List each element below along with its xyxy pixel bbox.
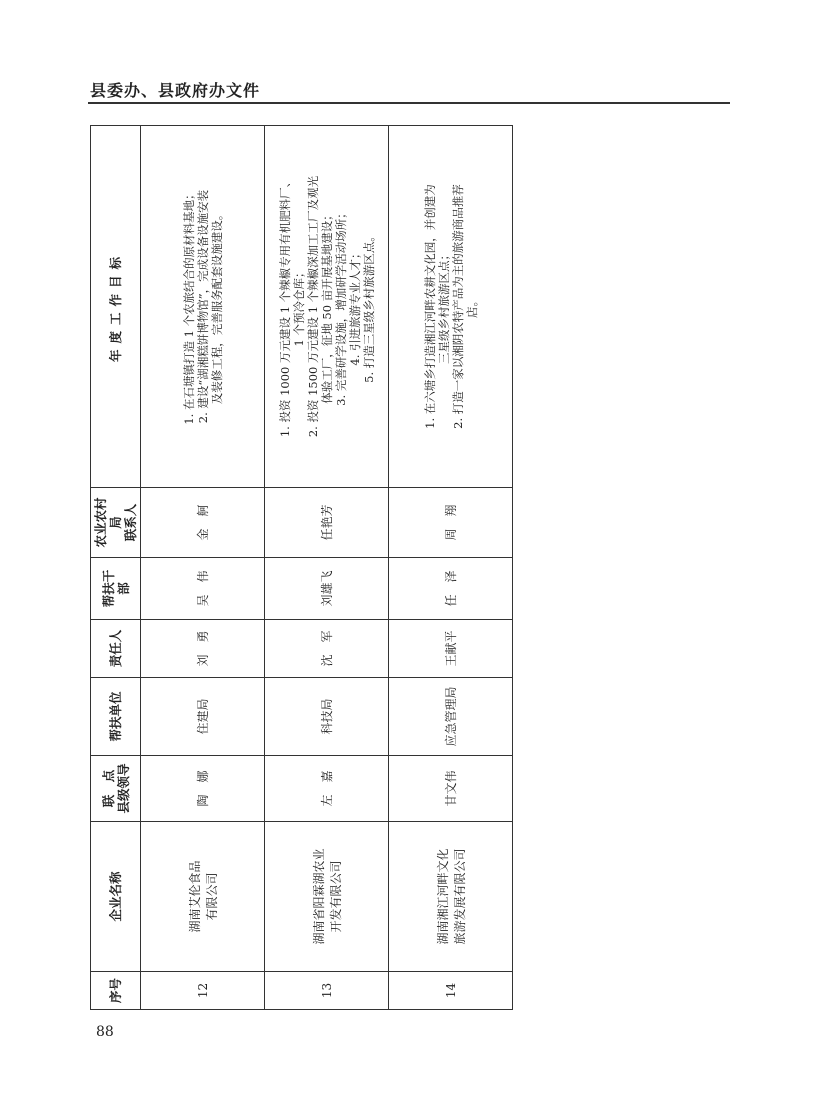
goal-line: 3. 完善研学设施，增加研学活动场所； [333,207,348,406]
cell-company-line1: 湖南湘江河畔文化 [435,848,450,945]
goal-line: 4. 引进旅游专业人才； [347,247,362,366]
goal-line: 5. 打造三星级乡村旅游区点。 [361,230,376,383]
header-rule [88,102,730,104]
cell-company-line2: 有限公司 [204,872,219,921]
document-header-title: 县委办、县政府办文件 [90,81,261,100]
cell-annual-goals [265,126,389,488]
cell-responsible: 沈 军 [265,620,389,678]
table-header-row [91,126,141,1010]
cell-company [141,822,265,972]
cell-assist-unit: 科技局 [265,678,389,756]
cell-company-line2: 开发有限公司 [328,860,343,933]
header-county-leader-line1: 联 点 [100,769,116,808]
cell-company [389,822,513,972]
cell-agri-contact: 金 舸 [141,488,265,558]
header-agri-contact [91,488,141,558]
goal-line: 2. 打造一家以湘阴农特产品为主的旅游商品推荐 [450,184,465,429]
goal-line: 体验工厂，征地 50 亩开展基地建设； [319,209,334,404]
header-county-leader-line2: 县级领导 [115,763,131,814]
header-agri-contact-line1: 农业农村局 [93,497,123,548]
cell-assist-cadre: 任 泽 [389,558,513,620]
cell-company-line2: 旅游发展有限公司 [452,848,467,945]
cell-seq: 12 [141,972,265,1010]
cell-seq: 14 [389,972,513,1010]
cell-assist-unit: 应急管理局 [389,678,513,756]
cell-annual-goals [389,126,513,488]
cell-seq: 13 [265,972,389,1010]
cell-responsible: 王献平 [389,620,513,678]
header-assist-cadre: 帮扶干部 [91,558,141,620]
cell-county-leader: 陶 娜 [141,756,265,822]
table-row [141,126,265,1010]
goal-line: 1. 投资 1000 万元建设 1 个辣椒专用有机肥料厂、 [277,175,292,438]
header-assist-unit: 帮扶单位 [91,678,141,756]
cell-annual-goals [141,126,265,488]
cell-responsible: 刘 勇 [141,620,265,678]
header-annual-goals: 年度工作目标 [91,126,141,488]
goal-line: 1 个预冷仓库； [291,266,306,347]
goal-line: 2. 投资 1500 万元建设 1 个辣椒深加工工厂及观光 [305,175,320,438]
header-seq: 序号 [91,972,141,1010]
goal-line: 及装修工程，完善服务配套设施建设。 [209,208,224,405]
table-row [265,126,389,1010]
cell-company [265,822,389,972]
cell-assist-cadre: 吴 伟 [141,558,265,620]
page-number: 88 [96,1024,114,1040]
cell-assist-unit: 住建局 [141,678,265,756]
goal-line: 1. 在六塘乡打造湘江河畔农耕文化园，并创建为 [422,184,437,429]
goal-line: 三星级乡村旅游区点； [436,249,451,364]
header-county-leader [91,756,141,822]
cell-assist-cadre: 刘雄飞 [265,558,389,620]
cell-county-leader: 左 嘉 [265,756,389,822]
table-container [90,126,512,1010]
header-agri-contact-line2: 联系人 [123,503,138,542]
cell-company-line1: 湖南省阳霖湖农业 [311,848,326,945]
cell-county-leader: 甘文伟 [389,756,513,822]
cell-agri-contact: 任艳芳 [265,488,389,558]
header-company: 企业名称 [91,822,141,972]
goal-line: 1. 在石塘镇打造 1 个农旅结合的原材料基地； [181,188,196,425]
cell-company-line1: 湖南艾伦食品 [187,860,202,933]
assistance-table [90,125,513,1010]
goal-line: 2. 建设“湖湘糕饼博物馆”，完成设备设施安装 [195,189,210,424]
goal-line: 店。 [464,295,479,318]
header-responsible: 责任人 [91,620,141,678]
table-row [389,126,513,1010]
cell-agri-contact: 周 翔 [389,488,513,558]
